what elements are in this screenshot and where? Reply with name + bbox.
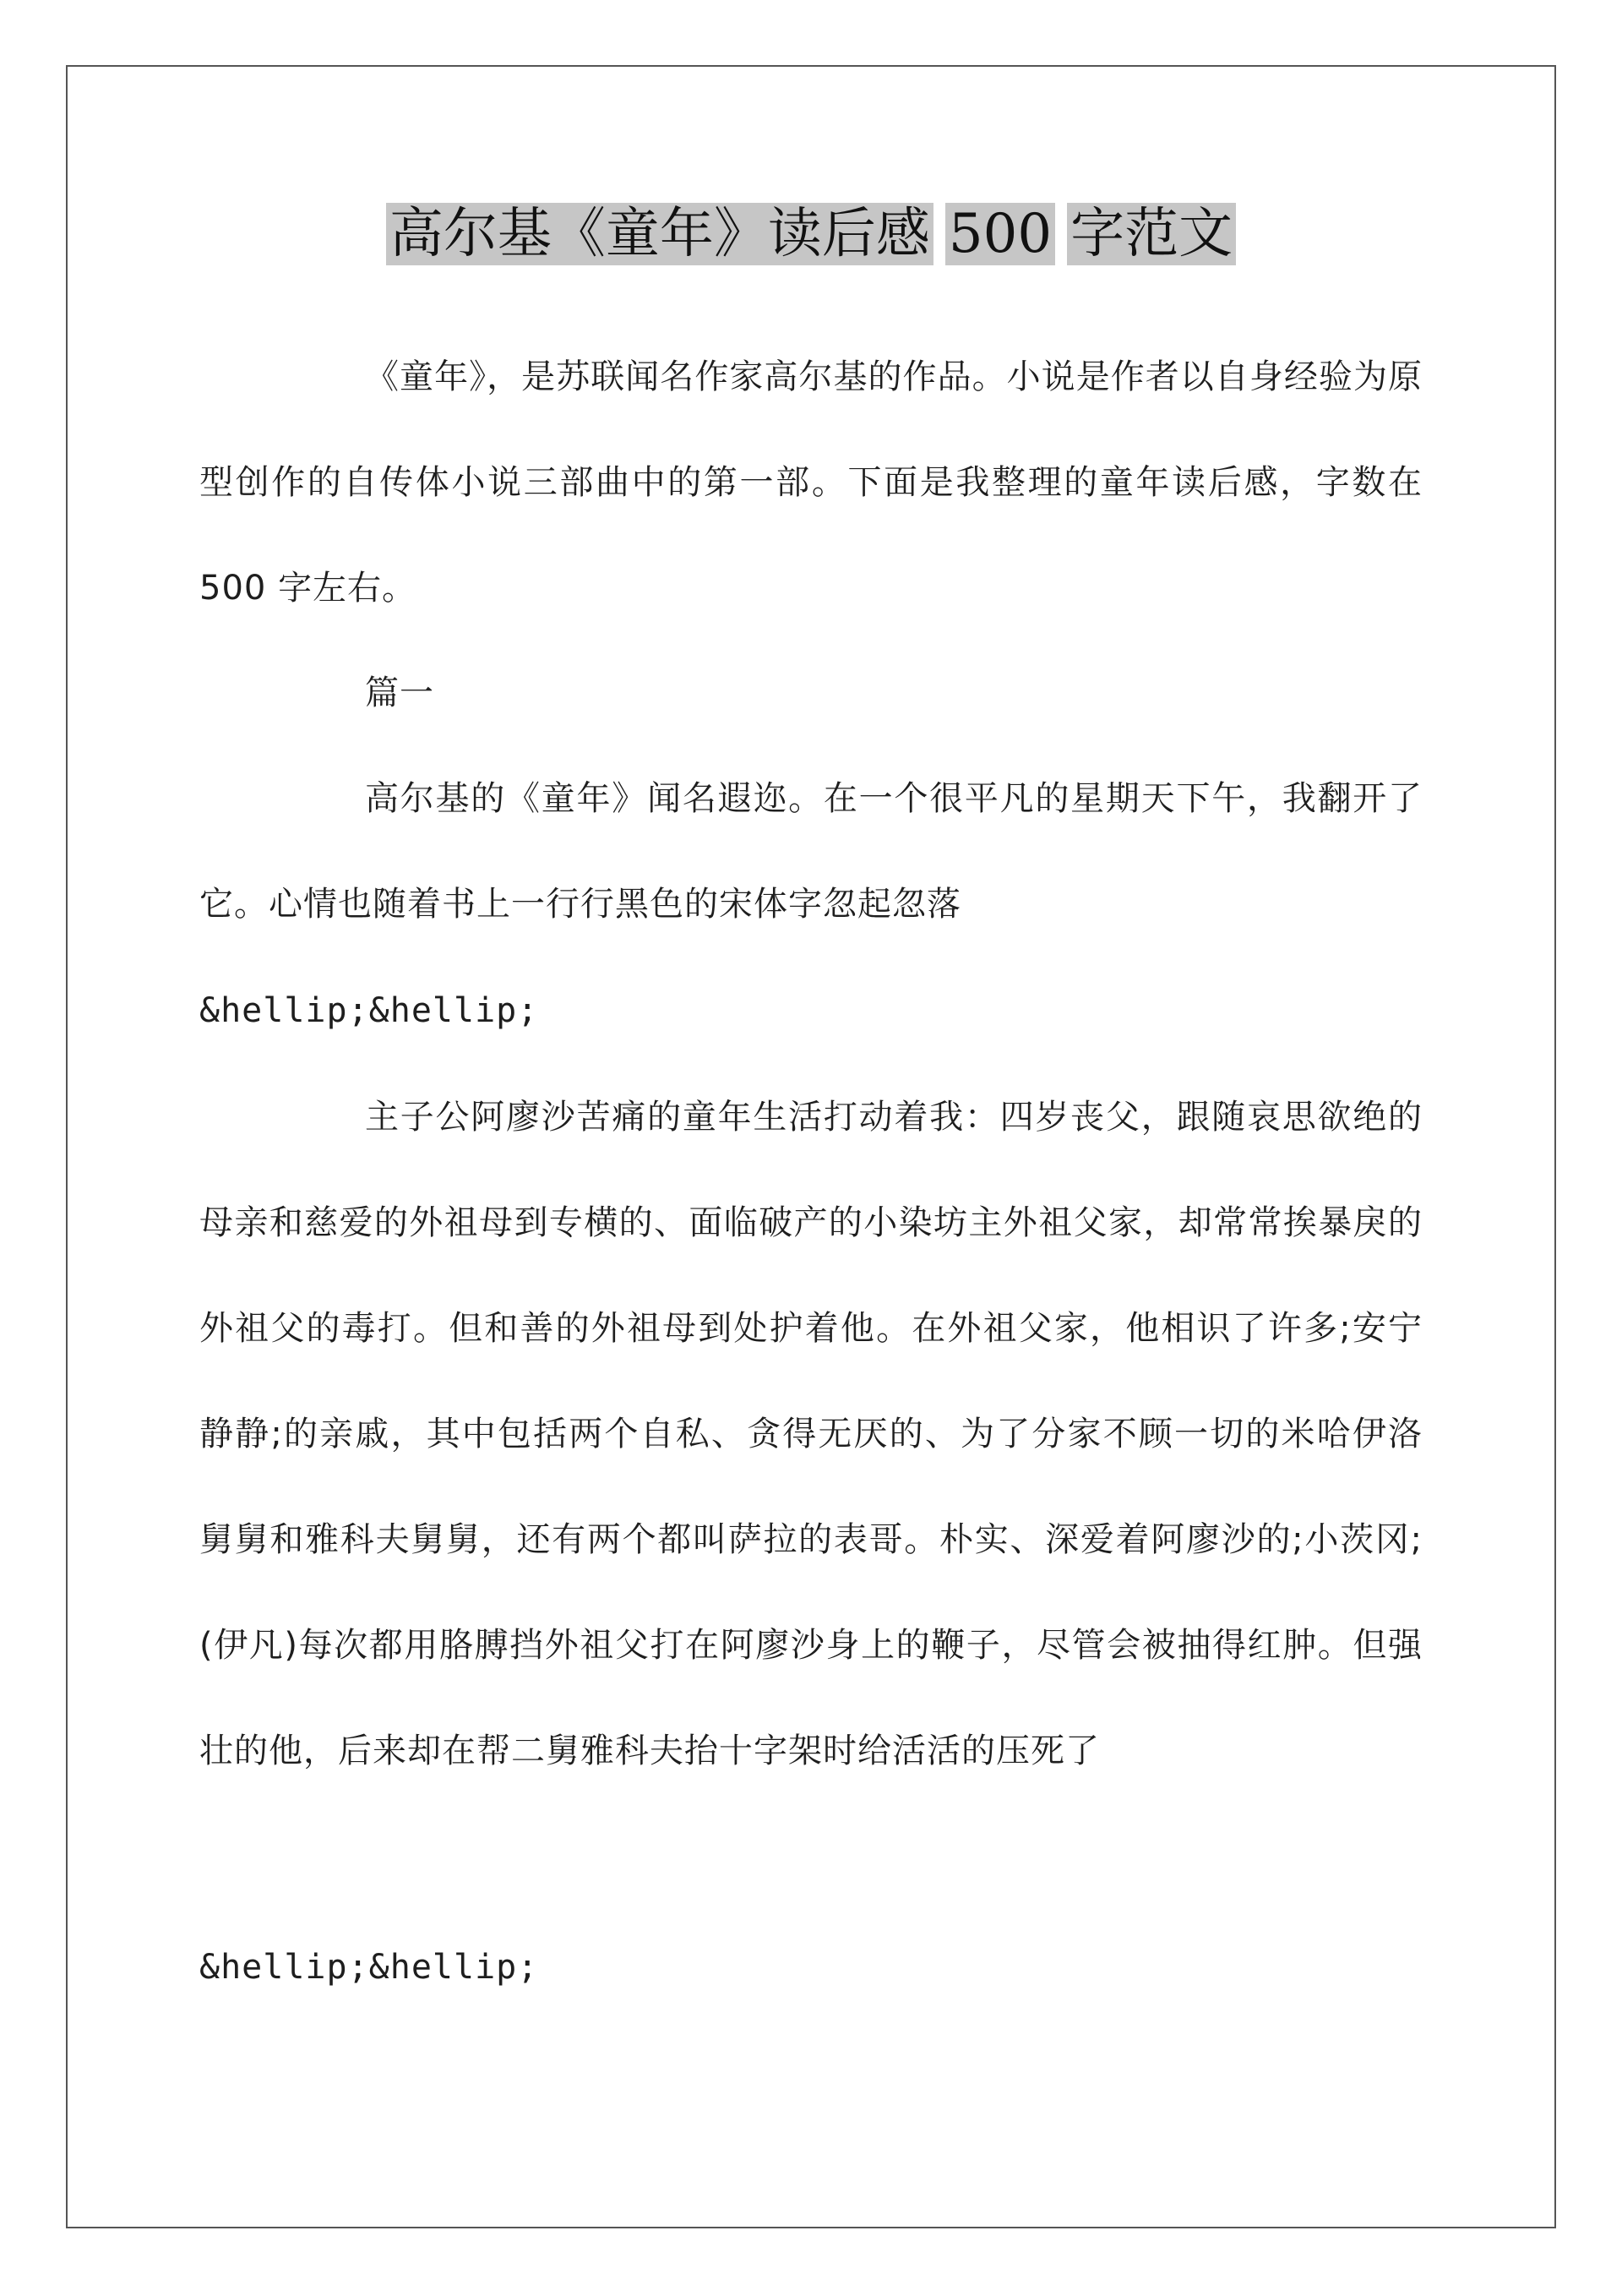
body-paragraph-2 bbox=[199, 746, 1423, 957]
body-paragraph-3 bbox=[199, 1065, 1423, 1804]
title-part-2: 500 bbox=[945, 203, 1055, 265]
ellipsis-text: &hellip;&hellip; bbox=[199, 1948, 539, 1987]
paragraph: 主子公阿廖沙苦痛的童年生活打动着我：四岁丧父，跟随哀思欲绝的母亲和慈爱的外祖母到专横的、面临破产的小染坊主外祖父家，却常常挨暴戾的外祖父的毒打。但和善的外祖母到处护着他。在外祖父家，他相识了许多;安宁静静;的亲戚，其中包括两个自私、贪得无厌的、为了分家不顾一切的米哈伊洛舅舅和雅科夫舅舅，还有两个都叫萨拉的表哥。朴实、深爱着阿廖沙的;小茨冈;(伊凡)每次都用胳膊挡外祖父打在阿廖沙身上的鞭子，尽管会被抽得红肿。但强壮的他，后来却在帮二舅雅科夫抬十字架时给活活的压死了 bbox=[199, 1098, 1423, 1770]
body-paragraph-intro bbox=[199, 324, 1423, 641]
ellipsis-line-1 bbox=[199, 958, 1423, 1064]
ellipsis-line-2 bbox=[199, 1915, 1423, 2021]
ellipsis-text: &hellip;&hellip; bbox=[199, 991, 539, 1030]
title-part-3: 字范文 bbox=[1067, 203, 1236, 265]
paragraph: 《童年》，是苏联闻名作家高尔基的作品。小说是作者以自身经验为原型创作的自传体小说三部曲中的第一部。下面是我整理的童年读后感，字数在 500 字左右。 bbox=[199, 357, 1423, 608]
paragraph: 高尔基的《童年》闻名遐迩。在一个很平凡的星期天下午，我翻开了它。心情也随着书上一行行黑色的宋体字忽起忽落 bbox=[199, 779, 1423, 924]
title-part-1: 高尔基《童年》读后感 bbox=[386, 203, 933, 265]
document-title bbox=[0, 196, 1622, 272]
section-label bbox=[199, 641, 1423, 746]
section-heading: 篇一 bbox=[365, 674, 434, 712]
